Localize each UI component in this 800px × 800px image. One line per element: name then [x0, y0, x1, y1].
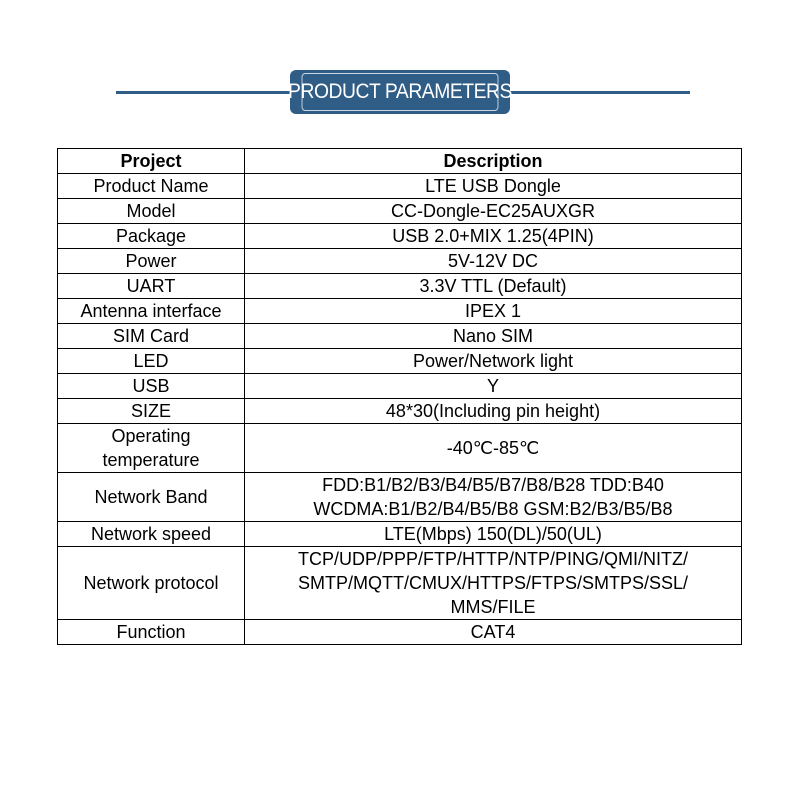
table-row [58, 324, 742, 349]
description-cell [245, 424, 742, 473]
table-header-row [58, 149, 742, 174]
description-line: CC-Dongle-EC25AUXGR [390, 201, 596, 221]
table-row [58, 274, 742, 299]
project-cell: Antenna interface [58, 299, 245, 324]
description-cell [245, 473, 742, 522]
table-row [58, 249, 742, 274]
column-header-description: Description [245, 149, 742, 174]
table-row [58, 374, 742, 399]
table-row [58, 399, 742, 424]
project-cell: Package [58, 224, 245, 249]
banner-title: PRODUCT PARAMETERS [302, 73, 499, 111]
table-row [58, 174, 742, 199]
project-cell: SIZE [58, 399, 245, 424]
table-row [58, 522, 742, 547]
description-line: USB 2.0+MIX 1.25(4PIN) [392, 226, 594, 246]
project-cell: USB [58, 374, 245, 399]
banner-badge [290, 70, 510, 114]
description-cell [245, 547, 742, 620]
description-line: 48*30(Including pin height) [385, 401, 601, 421]
banner-divider-left [116, 91, 292, 94]
description-line: IPEX 1 [464, 301, 522, 321]
description-line: Nano SIM [452, 326, 534, 346]
description-line: WCDMA:B1/B2/B4/B5/B8 GSM:B2/B3/B5/B8 [313, 499, 673, 519]
table-row [58, 424, 742, 473]
section-banner [0, 70, 800, 114]
table-row [58, 473, 742, 522]
description-cell [245, 522, 742, 547]
table-row [58, 199, 742, 224]
project-cell: Network Band [58, 473, 245, 522]
description-line: TCP/UDP/PPP/FTP/HTTP/NTP/PING/QMI/NITZ/ [297, 549, 688, 569]
description-cell [245, 199, 742, 224]
table-row [58, 349, 742, 374]
description-cell [245, 274, 742, 299]
project-cell: Product Name [58, 174, 245, 199]
banner-divider-right [508, 91, 690, 94]
description-cell [245, 620, 742, 645]
description-cell [245, 249, 742, 274]
table-row [58, 620, 742, 645]
description-line: 3.3V TTL (Default) [419, 276, 567, 296]
description-cell [245, 374, 742, 399]
project-cell: Function [58, 620, 245, 645]
description-line: MMS/FILE [450, 597, 536, 617]
table-body [58, 174, 742, 645]
table-row [58, 547, 742, 620]
project-cell: Network speed [58, 522, 245, 547]
description-line: SMTP/MQTT/CMUX/HTTPS/FTPS/SMTPS/SSL/ [297, 573, 689, 593]
description-cell [245, 399, 742, 424]
description-cell [245, 349, 742, 374]
description-line: Y [486, 376, 499, 396]
description-line: Power/Network light [412, 351, 574, 371]
description-line: 5V-12V DC [447, 251, 539, 271]
table-row [58, 299, 742, 324]
project-cell: Power [58, 249, 245, 274]
description-cell [245, 299, 742, 324]
description-line: FDD:B1/B2/B3/B4/B5/B7/B8/B28 TDD:B40 [322, 475, 664, 495]
project-cell: LED [58, 349, 245, 374]
description-line: LTE(Mbps) 150(DL)/50(UL) [384, 524, 602, 544]
project-cell: Network protocol [58, 547, 245, 620]
table-row [58, 224, 742, 249]
description-cell [245, 224, 742, 249]
description-cell [245, 174, 742, 199]
description-cell [245, 324, 742, 349]
description-line: -40℃-85℃ [446, 438, 540, 458]
column-header-project: Project [58, 149, 245, 174]
project-cell: UART [58, 274, 245, 299]
project-cell: Model [58, 199, 245, 224]
parameters-table [57, 148, 742, 645]
project-cell: SIM Card [58, 324, 245, 349]
project-cell: Operating temperature [58, 424, 245, 473]
description-line: CAT4 [470, 622, 516, 642]
description-line: LTE USB Dongle [425, 176, 561, 196]
